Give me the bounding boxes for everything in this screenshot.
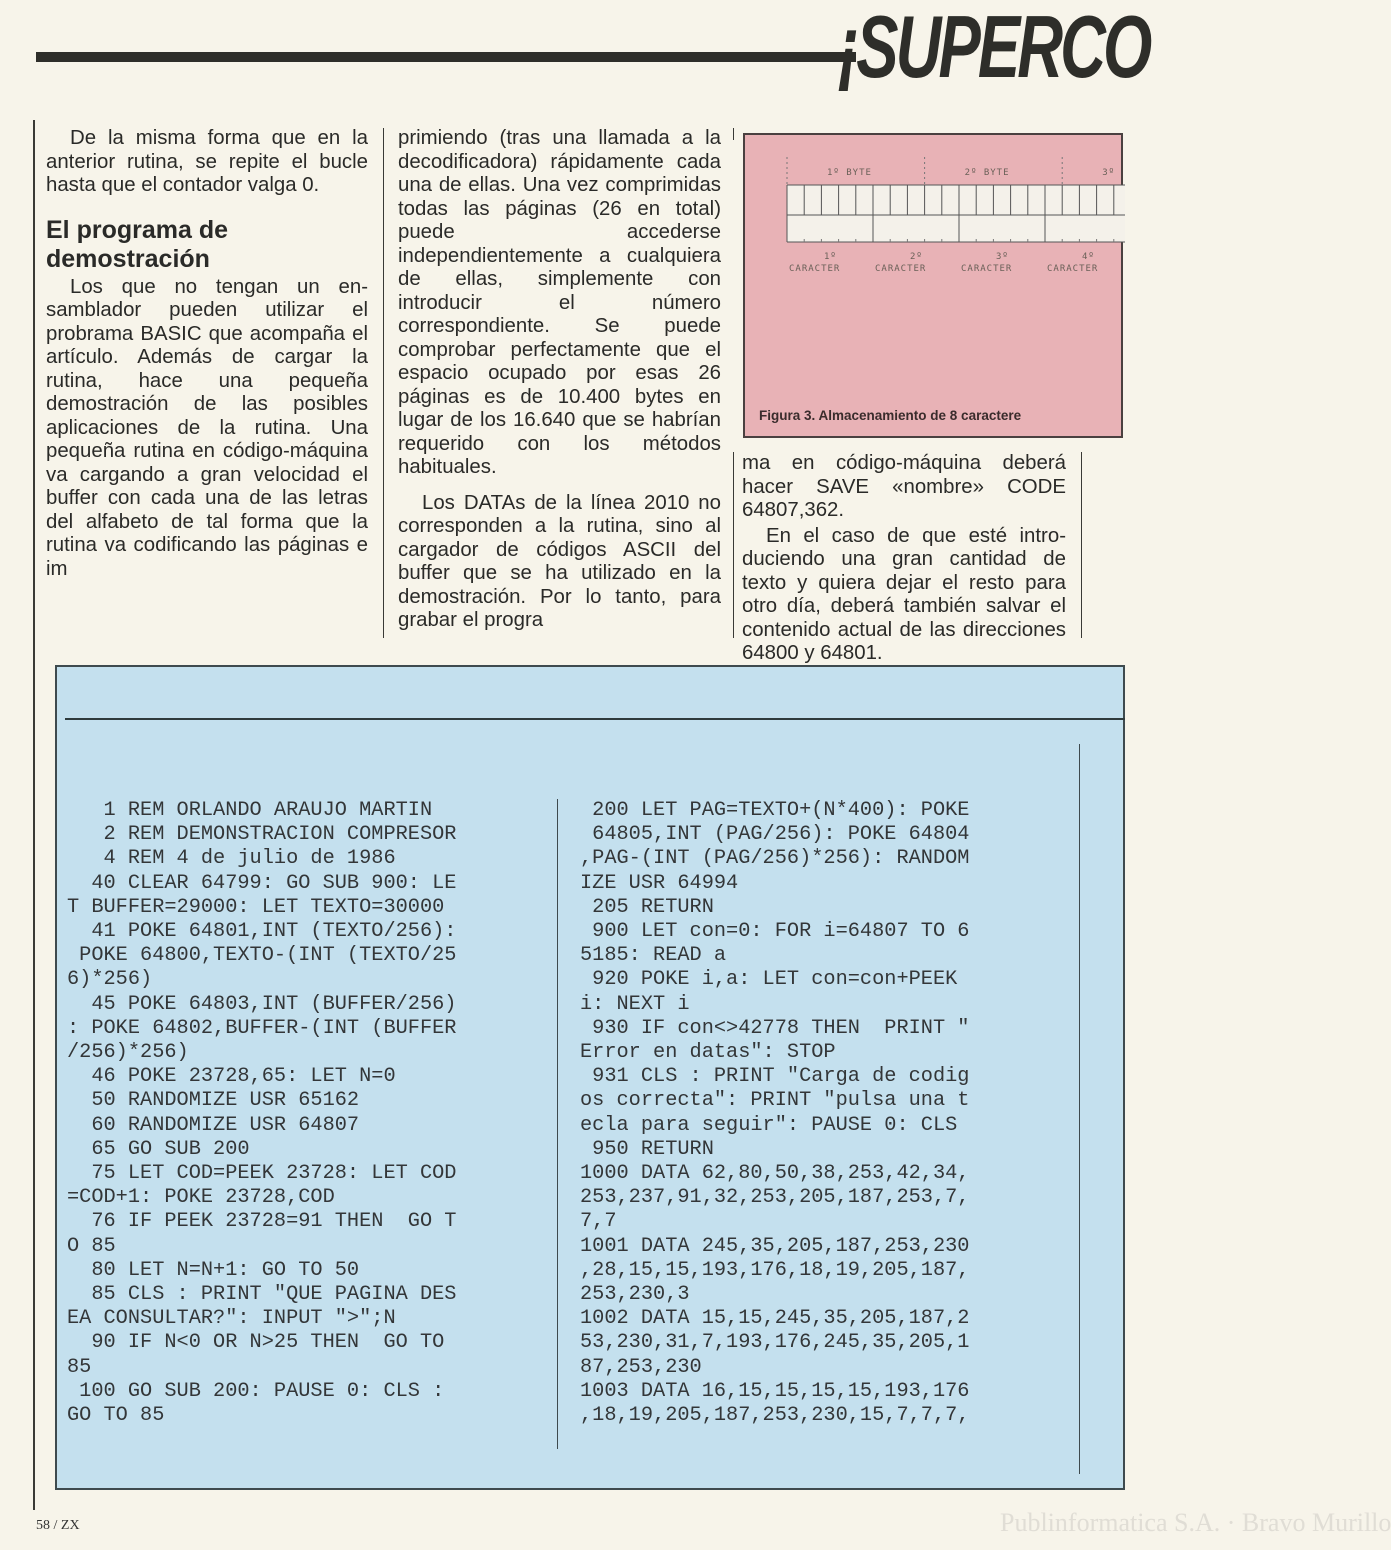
article-column-1 xyxy=(46,127,368,581)
code-line: 85 xyxy=(67,1355,92,1379)
basic-listing-box xyxy=(55,665,1125,1490)
code-line: /256)*256) xyxy=(67,1041,189,1065)
code-line: 100 GO SUB 200: PAUSE 0: CLS : xyxy=(67,1379,445,1403)
paragraph: Los que no tengan un ensamblador pueden utilizar el probrama BASIC que acompaña el artículo. Además de cargar la rutina, hace una pequeña demostración de las posibles aplicaciones de la rutina. Una pequeña rutina en código-máquina va cargando a gran velocidad el buffer con cada una de las letras del alfabeto de tal forma que la rutina va codificando las páginas e im xyxy=(46,275,368,580)
code-line: 1003 DATA 16,15,15,15,15,193,176 xyxy=(580,1379,970,1403)
code-line: 920 POKE i,a: LET con=con+PEEK xyxy=(580,968,958,992)
article-column-3 xyxy=(742,452,1066,666)
code-line: 76 IF PEEK 23728=91 THEN GO T xyxy=(67,1210,457,1234)
character-number: 3º xyxy=(996,252,1009,262)
page-number: 58 / ZX xyxy=(36,1518,80,1533)
article-column-2 xyxy=(398,127,721,633)
page-left-rule xyxy=(33,120,35,1510)
code-line: 5185: READ a xyxy=(580,944,727,968)
code-line: ,18,19,205,187,253,230,15,7,7,7, xyxy=(580,1404,970,1428)
code-line: EA CONSULTAR?": INPUT ">";N xyxy=(67,1307,396,1331)
character-label: CARACTER xyxy=(789,264,841,274)
character-label: CARACTER xyxy=(1047,264,1099,274)
character-label: CARACTER xyxy=(875,264,927,274)
code-line: 205 RETURN xyxy=(580,895,714,919)
code-line: 7,7 xyxy=(580,1210,617,1234)
code-line: i: NEXT i xyxy=(580,992,690,1016)
byte-label: 3º xyxy=(1102,168,1116,178)
code-line: 50 RANDOMIZE USR 65162 xyxy=(67,1089,360,1113)
code-line: O 85 xyxy=(67,1234,116,1258)
code-line: Error en datas": STOP xyxy=(580,1041,836,1065)
code-line: 6)*256) xyxy=(67,968,153,992)
code-line: 4 REM 4 de julio de 1986 xyxy=(67,847,396,871)
code-line: =COD+1: POKE 23728,COD xyxy=(67,1186,335,1210)
code-line: 40 CLEAR 64799: GO SUB 900: LE xyxy=(67,871,457,895)
figure-3 xyxy=(743,133,1123,438)
code-line: POKE 64800,TEXTO-(INT (TEXTO/25 xyxy=(67,944,457,968)
listing-column-divider xyxy=(557,799,558,1449)
code-line: 1001 DATA 245,35,205,187,253,230 xyxy=(580,1234,970,1258)
code-line: 60 RANDOMIZE USR 64807 xyxy=(67,1113,360,1137)
code-line: 41 POKE 64801,INT (TEXTO/256): xyxy=(67,920,457,944)
code-line: ecla para seguir": PAUSE 0: CLS xyxy=(580,1113,958,1137)
code-line: 950 RETURN xyxy=(580,1137,714,1161)
code-line: 90 IF N<0 OR N>25 THEN GO TO xyxy=(67,1331,445,1355)
code-line: 200 LET PAG=TEXTO+(N*400): POKE xyxy=(580,799,970,822)
code-line: 85 CLS : PRINT "QUE PAGINA DES xyxy=(67,1283,457,1307)
code-line: 46 POKE 23728,65: LET N=0 xyxy=(67,1065,396,1089)
code-line: 65 GO SUB 200 xyxy=(67,1137,250,1161)
code-line: 1002 DATA 15,15,245,35,205,187,2 xyxy=(580,1307,970,1331)
code-line: T BUFFER=29000: LET TEXTO=30000 xyxy=(67,895,445,919)
section-title: ¡SUPERCO xyxy=(838,0,1150,96)
byte-label: 2º BYTE xyxy=(964,168,1010,178)
code-line: 900 LET con=0: FOR i=64807 TO 6 xyxy=(580,920,970,944)
listing-left-column xyxy=(67,799,456,1428)
code-line: ,PAG-(INT (PAG/256)*256): RANDOM xyxy=(580,847,970,871)
column-divider xyxy=(733,452,734,638)
column-divider xyxy=(383,128,384,638)
character-number: 1º xyxy=(824,252,837,262)
section-heading: El programa de demostración xyxy=(46,215,228,273)
character-label: CARACTER xyxy=(961,264,1013,274)
byte-label: 1º BYTE xyxy=(827,168,872,178)
code-line: 53,230,31,7,193,176,245,35,205,1 xyxy=(580,1331,970,1355)
code-line: 2 REM DEMONSTRACION COMPRESOR xyxy=(67,823,457,847)
listing-right-rule xyxy=(1079,744,1080,1474)
paragraph: De la misma forma que en la anterior rutina, se repite el bucle hasta que el contador valga 0. xyxy=(46,127,368,196)
code-line: 45 POKE 64803,INT (BUFFER/256) xyxy=(67,992,457,1016)
code-line: 1 REM ORLANDO ARAUJO MARTIN xyxy=(67,799,433,822)
listing-top-rule xyxy=(65,718,1125,720)
header-rule xyxy=(36,52,856,62)
code-line: 930 IF con<>42778 THEN PRINT " xyxy=(580,1016,970,1040)
paragraph: Los DATAs de la línea 2010 no corresponden a la rutina, sino al cargador de códigos ASCII del buffer que se ha utilizado en la demostración. Por lo tanto, para grabar el progra xyxy=(398,491,721,631)
code-line: IZE USR 64994 xyxy=(580,871,739,895)
paragraph: primiendo (tras una llamada a la decodificadora) rápidamente cada una de ellas. Una vez comprimidas todas las páginas (26 en total) puede accederse independientemente a cualquiera de ellas, simplemente con introducir el número correspondiente. Se puede comprobar perfectamente que el espacio ocupado por esas 26 páginas es de 10.400 bytes en lugar de los 16.640 que se habrían requerido con los métodos habituales. xyxy=(398,127,721,478)
code-line: GO TO 85 xyxy=(67,1404,165,1428)
figure-caption: Figura 3. Almacenamiento de 8 caractere xyxy=(759,408,1022,423)
listing-right-column xyxy=(580,799,969,1428)
column-divider xyxy=(1081,452,1082,638)
character-number: 2º xyxy=(910,252,923,262)
paragraph: ma en código-máquina deberá hacer SAVE «nombre» CODE 64807,362. xyxy=(742,452,1066,521)
code-line: : POKE 64802,BUFFER-(INT (BUFFER xyxy=(67,1016,457,1040)
code-line: 1000 DATA 62,80,50,38,253,42,34, xyxy=(580,1162,970,1186)
code-line: 253,230,3 xyxy=(580,1283,690,1307)
byte-storage-diagram xyxy=(745,135,1125,385)
code-line: 75 LET COD=PEEK 23728: LET COD xyxy=(67,1162,457,1186)
code-line: ,28,15,15,193,176,18,19,205,187, xyxy=(580,1258,970,1282)
code-line: 80 LET N=N+1: GO TO 50 xyxy=(67,1258,360,1282)
code-line: 87,253,230 xyxy=(580,1355,702,1379)
code-line: 253,237,91,32,253,205,187,253,7, xyxy=(580,1186,970,1210)
character-number: 4º xyxy=(1082,252,1095,262)
column-divider xyxy=(733,128,734,140)
bit-strip xyxy=(787,185,1125,242)
paragraph: En el caso de que esté introduciendo una gran cantidad de texto y quiera dejar el resto para otro día, deberá también salvar el contenido actual de las direcciones 64800 y 64801. xyxy=(742,524,1066,664)
code-line: os correcta": PRINT "pulsa una t xyxy=(580,1089,970,1113)
code-line: 931 CLS : PRINT "Carga de codig xyxy=(580,1065,970,1089)
code-line: 64805,INT (PAG/256): POKE 64804 xyxy=(580,823,970,847)
showthrough-text: Publinformatica S.A. · Bravo Murillo xyxy=(1000,1508,1391,1537)
